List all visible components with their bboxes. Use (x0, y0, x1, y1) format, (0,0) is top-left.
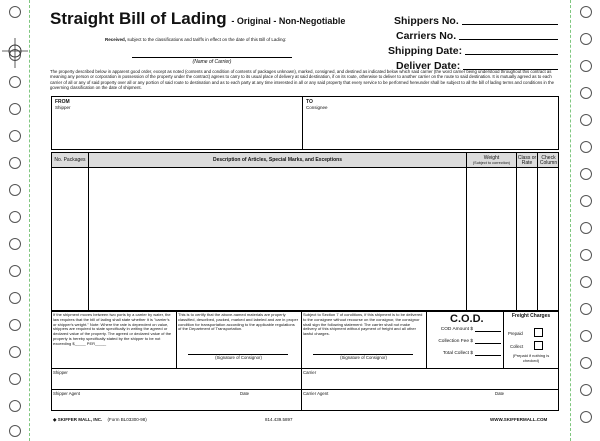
certification-notice: This is to certify that the above-named materials are properly classified, described, packed, marked and labeled and are in proper condition for transportation according to the applicable regulations of the Department of Transportation. (178, 312, 299, 332)
feed-hole (580, 114, 592, 126)
feed-hole (580, 33, 592, 45)
carriers-no-field[interactable] (459, 39, 558, 40)
shippers-no-field[interactable] (462, 24, 558, 25)
col-divider (537, 167, 538, 311)
received-statement (105, 37, 286, 42)
shippers-no-label: Shippers No. (394, 15, 459, 27)
registration-crosshair-icon (2, 38, 28, 68)
articles-table-header (51, 152, 559, 168)
from-label: FROM (55, 99, 70, 105)
col-check: Check Column (539, 154, 558, 166)
feed-hole (9, 400, 21, 412)
feed-hole (9, 130, 21, 142)
footer-form-number: (Form BL03300-98) (107, 417, 147, 422)
freight-charges-title: Freight Charges (511, 313, 551, 319)
shipping-date-label: Shipping Date: (388, 45, 463, 57)
feed-hole (580, 384, 592, 396)
carriers-no-label: Carriers No. (396, 30, 457, 42)
shipper-label: Shipper (55, 105, 71, 110)
prepaid-checkbox[interactable] (534, 328, 543, 337)
consignee-label: Consignee (306, 105, 328, 110)
feed-hole (580, 195, 592, 207)
feed-hole (9, 211, 21, 223)
feed-hole (9, 292, 21, 304)
feed-hole (9, 373, 21, 385)
to-consignee-box[interactable] (302, 96, 559, 150)
section-divider (301, 311, 302, 369)
feed-hole (580, 168, 592, 180)
feed-hole (580, 249, 592, 261)
signature-consignor-label: (Signature of Consignor) (340, 355, 387, 360)
section-divider (301, 369, 302, 411)
col-divider (466, 167, 467, 311)
feed-hole (9, 184, 21, 196)
signature-section (51, 369, 559, 411)
carrier-agent-label[interactable]: Carrier Agent (303, 391, 329, 396)
feed-hole (9, 319, 21, 331)
carrier-date-label[interactable]: Date (495, 391, 505, 396)
feed-hole (580, 60, 592, 72)
col-weight-sub: (Subject to correction) (472, 161, 511, 165)
form-title (50, 9, 345, 29)
total-collect-field[interactable] (475, 351, 501, 356)
feed-hole (9, 346, 21, 358)
col-description: Description of Articles, Special Marks, and Exceptions (89, 153, 467, 169)
section-divider (176, 311, 177, 369)
feed-hole (580, 222, 592, 234)
collection-fee-field[interactable] (475, 339, 501, 344)
title-subtitle: - Original - Non-Negotiable (231, 16, 346, 26)
section7-notice: Subject to Section 7 of conditions, if this shipment is to be delivered to the consignee without recourse on the consignor, the consignor shall sign the following statement: The carrier shall not make delivery of this shipment without payment of freight and all other lawful charges. (303, 312, 423, 337)
col-divider (516, 167, 517, 311)
articles-table-body[interactable] (51, 167, 559, 311)
col-divider (88, 167, 89, 311)
freight-note: (Prepaid if nothing is checked) (512, 353, 550, 363)
cod-amount-label: COD Amount $ (440, 327, 473, 332)
shipping-date-field[interactable] (465, 54, 558, 55)
terms-paragraph: The property described below in apparent good order, except as noted (contents and condition of contents of packages unknown), marked, consigned, and destined as indicated below which said carrier (the word carrier being understood throughout this contract as meaning any person or corporation in possession of the property under the contract) agrees to carry to its usual place of delivery at said destination, if on its route, otherwise to deliver to another carrier on the route to said destination. It is mutually agreed as to each carrier of all or any of said property over all or any portion of said route to destination and as to each party at any time interested in all or any said property that every service to be performed hereunder shall be subject to all the bill of lading terms and conditions in the governing classification on the date of shipment. (50, 69, 554, 91)
carrier-signature-label[interactable]: Carrier (303, 370, 317, 375)
feed-hole (9, 425, 21, 437)
shipper-agent-label[interactable]: Shipper Agent (53, 391, 80, 396)
feed-hole (580, 357, 592, 369)
row-divider (51, 389, 559, 390)
title-text: Straight Bill of Lading (50, 9, 227, 28)
feed-hole (9, 103, 21, 115)
signature-consignor-label: (Signature of Consignor) (215, 355, 262, 360)
deliver-date-label: Deliver Date: (396, 60, 461, 72)
from-shipper-box[interactable] (51, 96, 303, 150)
cod-amount-field[interactable] (475, 327, 501, 332)
col-class: Class or Rate (517, 153, 538, 169)
collect-checkbox[interactable] (534, 341, 543, 350)
footer-phone: 814.439.5897 (265, 417, 293, 422)
footer-brand-name: ◆ SKIFFER MALL, INC. (53, 417, 103, 422)
feed-hole (580, 330, 592, 342)
footer-brand (53, 417, 147, 423)
bill-of-lading-form (40, 4, 562, 438)
section-divider (503, 311, 504, 369)
feed-hole (580, 303, 592, 315)
feed-hole (580, 6, 592, 18)
collection-fee-label: Collection Fee $ (438, 339, 473, 344)
feed-hole (9, 76, 21, 88)
collect-label: Collect (510, 344, 524, 349)
left-feed-strip (0, 0, 30, 441)
received-text: subject to the classifications and tariffs in effect on the date of this Bill of Lading: (126, 37, 287, 42)
col-packages: No. Packages (52, 153, 89, 169)
received-bold: Received, (105, 37, 127, 42)
feed-hole (9, 157, 21, 169)
to-label: TO (306, 99, 313, 105)
shipper-signature-label[interactable]: Shipper (53, 370, 68, 375)
feed-hole (580, 411, 592, 423)
right-feed-strip (570, 0, 600, 441)
feed-hole (9, 265, 21, 277)
footer-website[interactable]: WWW.SKIFFERMALL.COM (490, 417, 548, 422)
feed-hole (580, 87, 592, 99)
feed-hole (9, 6, 21, 18)
feed-hole (580, 141, 592, 153)
section-divider (426, 311, 427, 369)
feed-hole (9, 238, 21, 250)
header-fields (388, 12, 558, 72)
declared-value-notice: If the shipment moves between two ports by a carrier by water, the law requires that the bill of lading shall state whether it is "carrier's or shipper's weight." Note: Where the rate is dependent on value, shippers are required to state specifically in writing the agreed or declared value of the property. The agreed or declared value of the property is hereby specifically stated by the shipper to be not exceeding $_____ PER_____ (53, 312, 172, 346)
feed-hole (580, 276, 592, 288)
col-weight-label: Weight (483, 154, 500, 161)
shipper-date-label[interactable]: Date (240, 391, 250, 396)
carrier-name-field[interactable]: (Name of Carrier) (132, 57, 292, 65)
cod-title: C.O.D. (450, 313, 484, 325)
total-collect-label: Total Collect $ (442, 351, 473, 356)
prepaid-label: Prepaid (508, 331, 523, 336)
